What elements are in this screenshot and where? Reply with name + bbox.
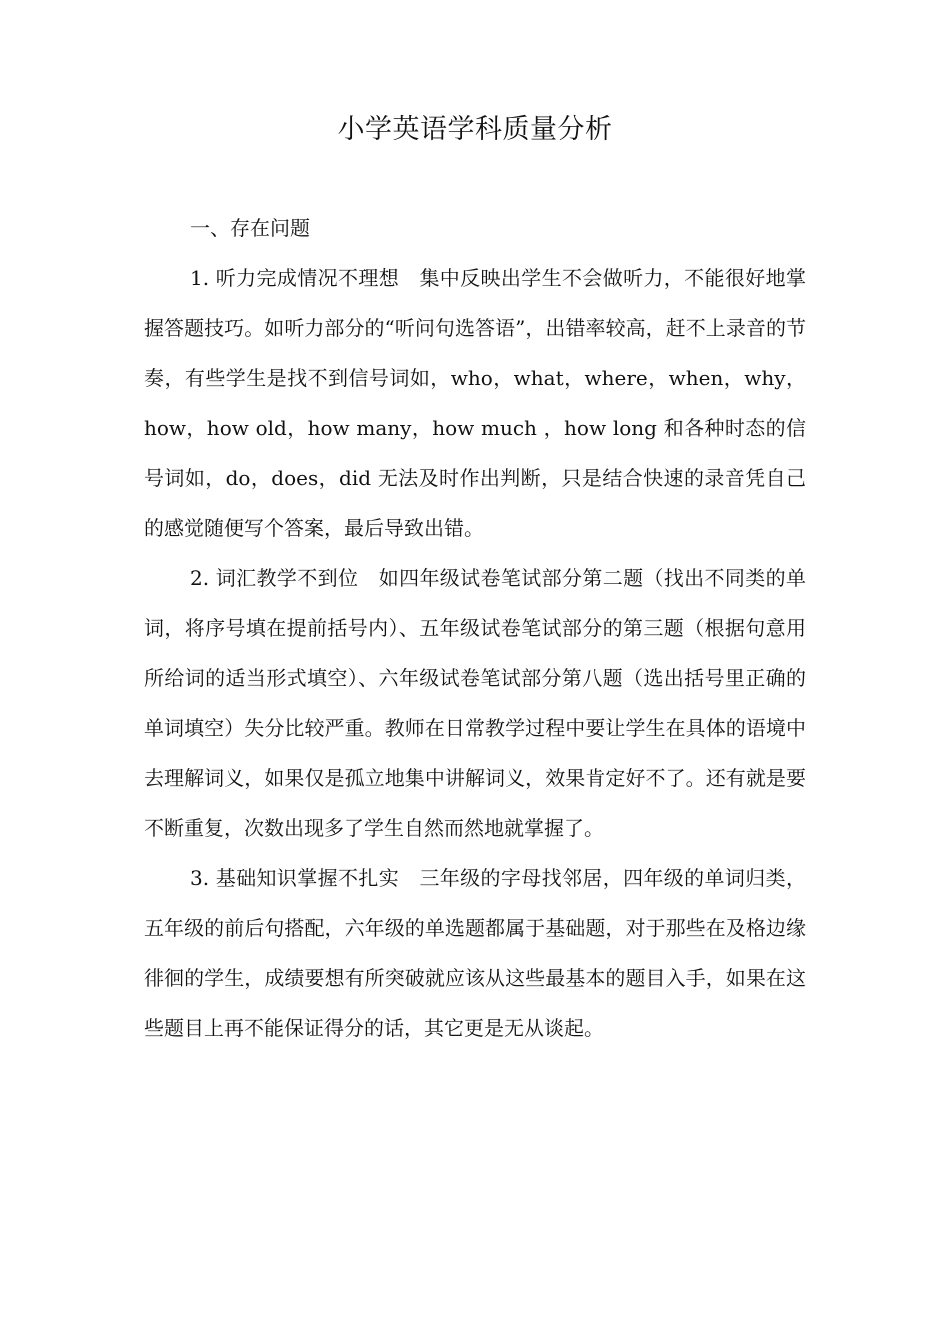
paragraph-vocabulary: 2. 词汇教学不到位 如四年级试卷笔试部分第二题（找出不同类的单词，将序号填在提前括号内）、五年级试卷笔试部分的第三题（根据句意用所给词的适当形式填空）、六年级试卷笔试部分第八题（选出括号里正确的单词填空）失分比较严重。教师在日常教学过程中要让学生在具体的语境中去理解词义，如果仅是孤立地集中讲解词义，效果肯定好不了。还有就是要不断重复，次数出现多了学生自然而然地就掌握了。 <box>144 566 806 840</box>
document-body <box>144 203 806 1053</box>
section-heading: 一、存在问题 <box>190 216 310 240</box>
paragraph-listening: 1. 听力完成情况不理想 集中反映出学生不会做听力，不能很好地掌握答题技巧。如听力部分的“听问句选答语”，出错率较高，赶不上录音的节奏，有些学生是找不到信号词如，who，what，where，when，why，how，how old，how many，how much ，how long 和各种时态的信号词如，do，does，did 无法及时作出判断，只是结合快速的录音凭自己的感觉随便写个答案，最后导致出错。 <box>144 266 806 540</box>
document-title: 小学英语学科质量分析 <box>337 114 613 145</box>
paragraph-basics: 3. 基础知识掌握不扎实 三年级的字母找邻居，四年级的单词归类，五年级的前后句搭配，六年级的单选题都属于基础题，对于那些在及格边缘徘徊的学生，成绩要想有所突破就应该从这些最基本的题目入手，如果在这些题目上再不能保证得分的话，其它更是无从谈起。 <box>144 866 806 1040</box>
